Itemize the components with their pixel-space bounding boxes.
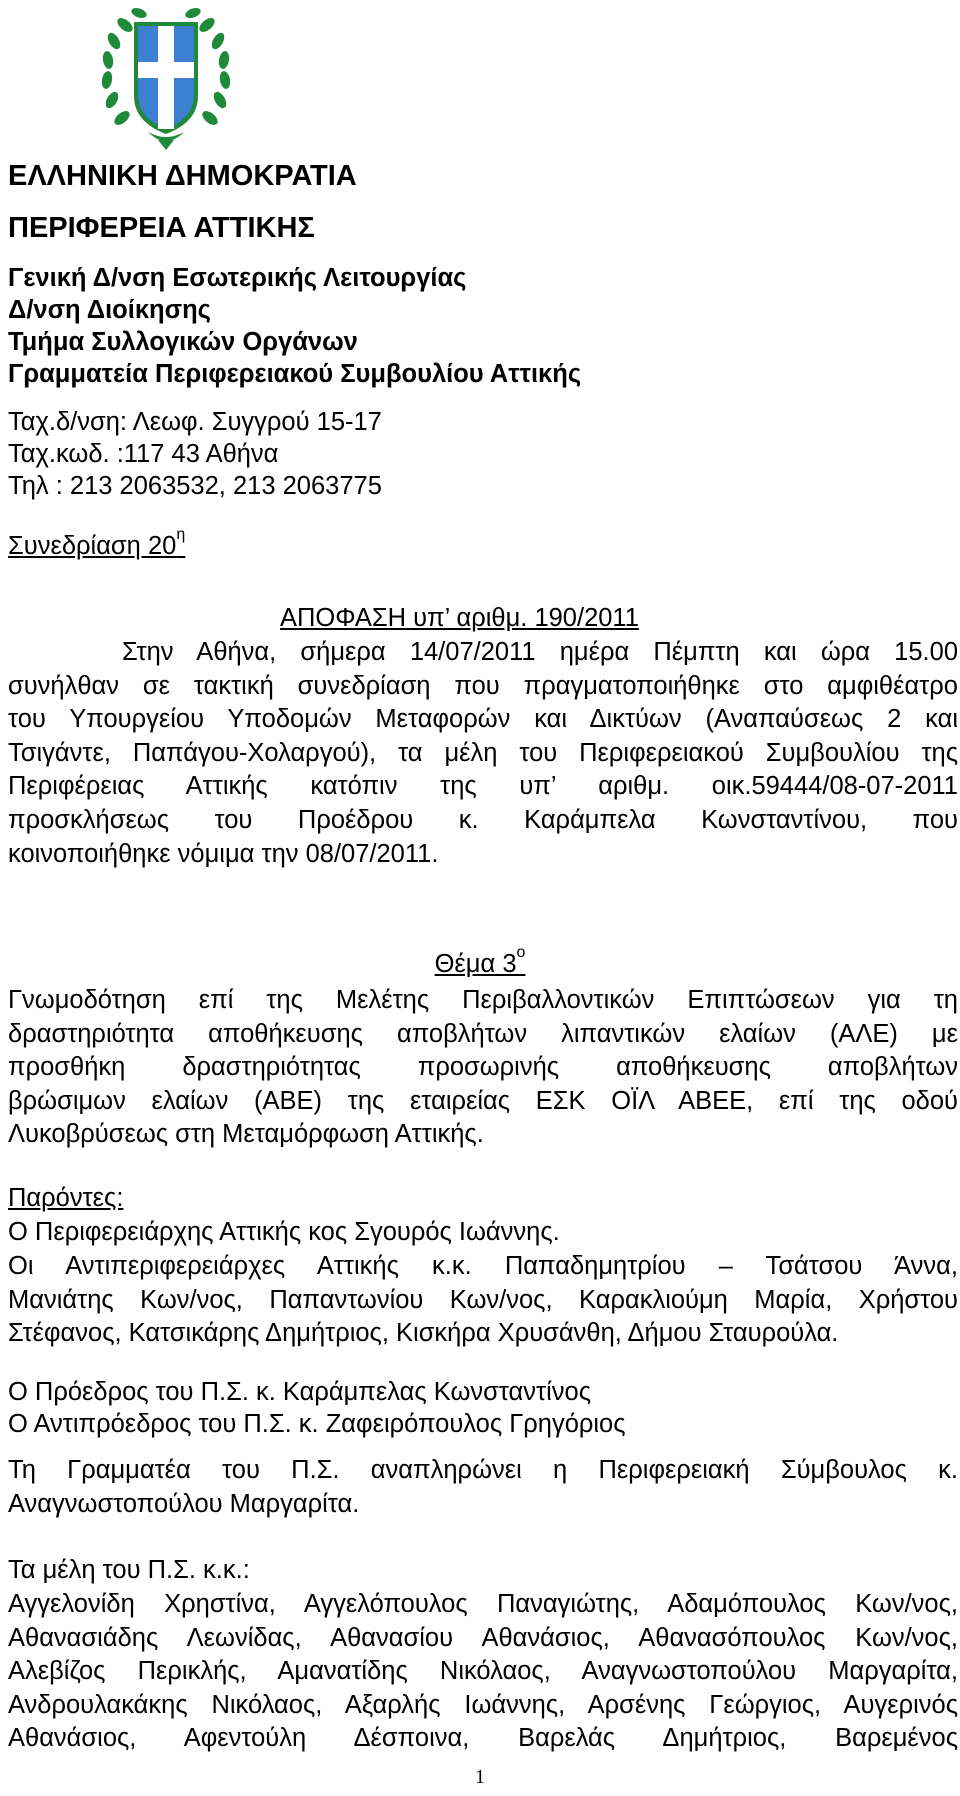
paragraph-line: του Υπουργείου Υποδομών Μεταφορών και Δικτύων (Αναπαύσεως 2 και [8,705,958,734]
paragraph-line: Ανδρουλακάκης Νικόλαος, Αξαρλής Ιωάννης, Αρσένης Γεώργιος, Αυγερινός [8,1690,958,1719]
paragraph-line: Οι Αντιπεριφερειάρχες Αττικής κ.κ. Παπαδημητρίου – Τσάτσου Άννα, [8,1252,958,1280]
topic-sup: ο [516,944,526,961]
address-line: Ταχ.δ/νση: Λεωφ. Συγγρού 15-17 [8,408,382,436]
vice-president-line: Ο Αντιπρόεδρος του Π.Σ. κ. Ζαφειρόπουλος Γρηγόριος [8,1410,626,1438]
intro-paragraph [8,636,958,871]
session-sup: η [176,526,186,543]
regional-governor-line: Ο Περιφερειάρχης Αττικής κος Σγουρός Ιωάννης. [8,1218,560,1246]
department-line: Δ/νση Διοίκησης [8,296,211,324]
decision-title: ΑΠΟΦΑΣΗ υπ’ αριθμ. 190/2011 [280,604,639,632]
republic-heading: ΕΛΛΗΝΙΚΗ ΔΗΜΟΚΡΑΤΙΑ [8,160,357,192]
session-label [8,526,186,561]
phone-line: Τηλ : 213 2063532, 213 2063775 [8,472,382,500]
session-text: Συνεδρίαση 20 [8,532,177,560]
page-number: 1 [475,1766,485,1788]
paragraph-line: Αγγελονίδη Χρηστίνα, Αγγελόπουλος Παναγιώτης, Αδαμόπουλος Κων/νος, [8,1590,958,1618]
postal-code-line: Ταχ.κωδ. :117 43 Αθήνα [8,440,279,468]
topic-text: Θέμα 3 [434,950,517,978]
hellenic-republic-emblem [88,0,244,156]
president-line: Ο Πρόεδρος του Π.Σ. κ. Καράμπελας Κωνσταντίνος [8,1378,592,1406]
deputies-paragraph [8,1250,958,1351]
paragraph-line: προσθήκη δραστηριότητας προσωρινής αποθήκευσης αποβλήτων [8,1053,958,1082]
paragraph-line: Αθανασιάδης Λεωνίδας, Αθανασίου Αθανάσιος, Αθανασόπουλος Κων/νος, [8,1623,958,1652]
members-label: Τα μέλη του Π.Σ. κ.κ.: [8,1556,250,1584]
paragraph-line: Αναγνωστοπούλου Μαργαρίτα. [8,1489,360,1518]
paragraph-line: Γνωμοδότηση επί της Μελέτης Περιβαλλοντικών Επιπτώσεων για τη [8,986,958,1014]
paragraph-line: Μανιάτης Κων/νος, Παπαντωνίου Κων/νος, Καρακλιούμη Μαρία, Χρήστου [8,1285,958,1314]
paragraph-line: Στέφανος, Κατσικάρης Δημήτριος, Κισκήρα Χρυσάνθη, Δήμου Σταυρούλα. [8,1319,839,1348]
topic-heading [0,944,960,979]
paragraph-line: κοινοποιήθηκε νόμιμα την 08/07/2011. [8,839,439,868]
paragraph-line: προσκλήσεως του Προέδρου κ. Καράμπελα Κωνσταντίνου, που [8,805,958,834]
paragraph-line: δραστηριότητα αποθήκευσης αποβλήτων λιπαντικών ελαίων (ΑΛΕ) με [8,1019,958,1048]
department-line: Τμήμα Συλλογικών Οργάνων [8,328,358,356]
paragraph-line: Αλεβίζος Περικλής, Αμανατίδης Νικόλαος, Αναγνωστοπούλου Μαργαρίτα, [8,1657,958,1686]
department-line: Γενική Δ/νση Εσωτερικής Λειτουργίας [8,264,467,292]
department-line: Γραμματεία Περιφερειακού Συμβουλίου Αττικής [8,360,582,388]
topic-paragraph [8,984,958,1152]
paragraph-line: Τη Γραμματέα του Π.Σ. αναπληρώνει η Περιφερειακή Σύμβουλος κ. [8,1456,958,1484]
paragraph-line: Αθανάσιος, Αφεντούλη Δέσποινα, Βαρελάς Δημήτριος, Βαρεμένος [8,1724,958,1753]
paragraph-line: Στην Αθήνα, σήμερα 14/07/2011 ημέρα Πέμπτη και ώρα 15.00 [122,638,958,666]
secretary-paragraph [8,1454,958,1521]
paragraph-line: συνήλθαν σε τακτική συνεδρίαση που πραγματοποιήθηκε στο αμφιθέατρο [8,671,958,700]
paragraph-line: Τσιγάντε, Παπάγου-Χολαργού), τα μέλη του Περιφερειακού Συμβουλίου της [8,738,958,767]
paragraph-line: Περιφέρειας Αττικής κατόπιν της υπ’ αριθμ. οικ.59444/08-07-2011 [8,772,958,801]
present-label: Παρόντες: [8,1184,124,1212]
paragraph-line: Λυκοβρύσεως στη Μεταμόρφωση Αττικής. [8,1120,484,1149]
members-paragraph [8,1588,958,1756]
paragraph-line: βρώσιμων ελαίων (ΑΒΕ) της εταιρείας ΕΣΚ ΟΪΛ ΑΒΕΕ, επί της οδού [8,1086,958,1115]
region-heading: ΠΕΡΙΦΕΡΕΙΑ ΑΤΤΙΚΗΣ [8,212,315,244]
